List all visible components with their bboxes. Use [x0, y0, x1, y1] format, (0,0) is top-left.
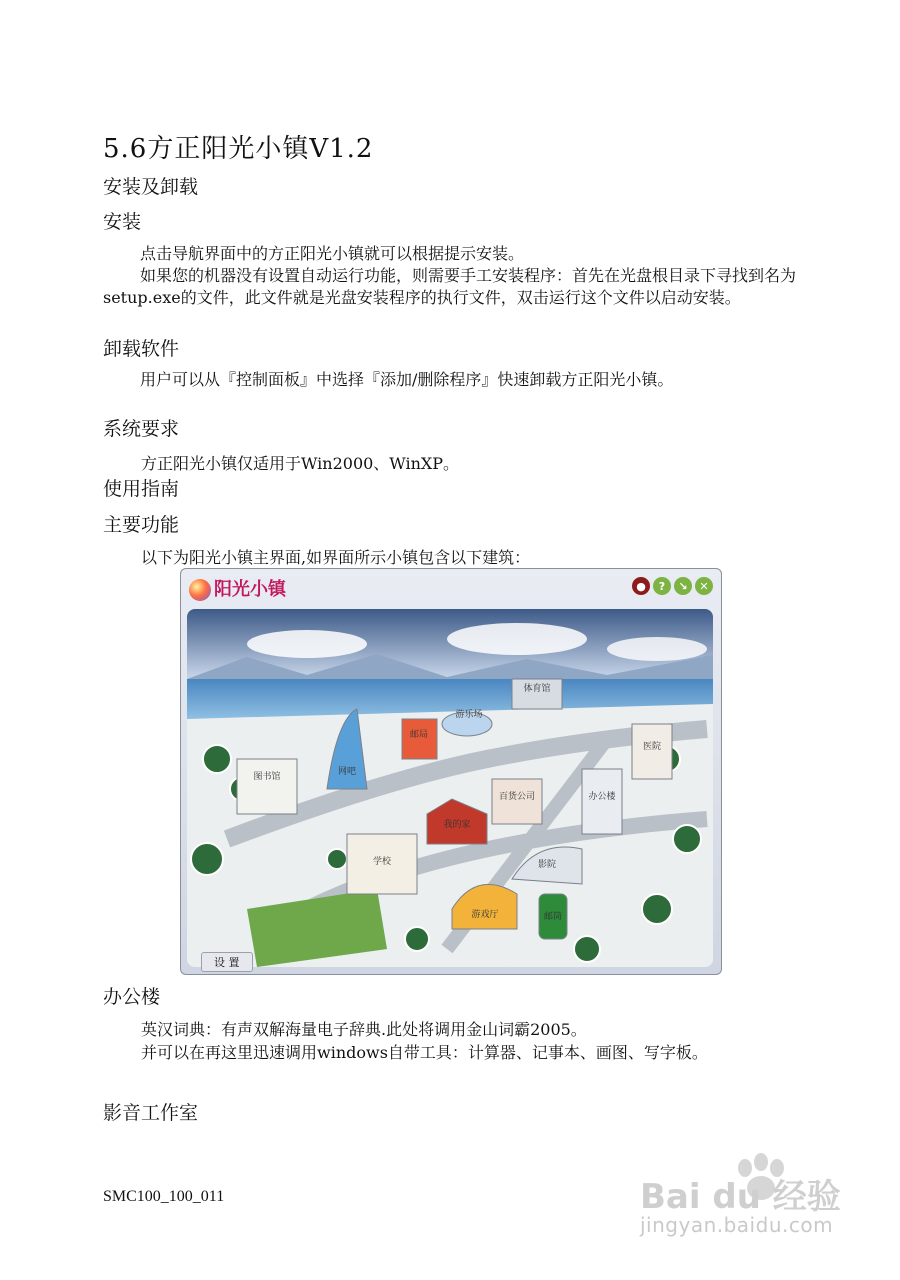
heading-uninstall: 卸载软件: [103, 338, 180, 360]
heading-install: 安装: [103, 211, 142, 233]
install-paragraph-1: 点击导航界面中的方正阳光小镇就可以根据提示安装。: [140, 244, 525, 263]
building-label: 邮筒: [543, 912, 563, 922]
building-label: 学校: [372, 857, 392, 867]
building-label: 体育馆: [523, 684, 551, 694]
uninstall-text: 用户可以从『控制面板』中选择『添加/删除程序』快速卸载方正阳光小镇。: [140, 370, 674, 389]
building-label: 我的家: [443, 820, 471, 830]
building-label: 邮局: [409, 730, 429, 740]
sun-ball-icon: [189, 579, 211, 601]
building-label: 百货公司: [498, 792, 536, 802]
watermark-url: jingyan.baidu.com: [640, 1213, 834, 1237]
window-controls: [632, 577, 713, 595]
sysreq-paragraph: 方正阳光小镇仅适用于Win2000、WinXP。: [141, 454, 460, 473]
building-label: 医院: [642, 742, 662, 752]
heading-main-functions: 主要功能: [103, 514, 180, 536]
page-title: 5.6方正阳光小镇V1.2: [103, 134, 374, 164]
library-building[interactable]: [237, 759, 297, 814]
install-paragraphs: [103, 243, 803, 309]
building-label: 网吧: [337, 767, 357, 777]
app-logo-text: 阳光小镇: [214, 579, 286, 600]
minimize-icon[interactable]: ↘: [674, 577, 692, 595]
install-paragraph-2: 如果您的机器没有设置自动运行功能，则需要手工安装程序：首先在光盘根目录下寻找到名为setup.exe的文件，此文件就是光盘安装程序的执行文件，双击运行这个文件以启动安装。: [103, 266, 797, 307]
building-label: 游戏厅: [471, 910, 499, 920]
help-icon[interactable]: ?: [653, 577, 671, 595]
app-logo: [189, 575, 286, 601]
building-label: 影院: [537, 860, 557, 870]
heading-install-uninstall: 安装及卸载: [103, 176, 199, 198]
close-icon[interactable]: ✕: [695, 577, 713, 595]
footer-code: SMC100_100_011: [103, 1188, 225, 1205]
heading-media-studio: 影音工作室: [103, 1102, 199, 1124]
record-icon[interactable]: ●: [632, 577, 650, 595]
building-label: 办公楼: [588, 792, 616, 802]
heading-system-requirements: 系统要求: [103, 418, 180, 440]
app-screenshot: [180, 568, 722, 975]
main-functions-paragraph: 以下为阳光小镇主界面,如界面所示小镇包含以下建筑：: [141, 548, 531, 567]
town-scene: [187, 609, 713, 967]
heading-user-guide: 使用指南: [103, 478, 180, 500]
building-label: 游乐场: [455, 710, 483, 720]
uninstall-paragraph: [103, 369, 803, 391]
heading-office-building: 办公楼: [103, 986, 161, 1008]
office-paragraph-2: 并可以在再这里迅速调用windows自带工具：计算器、记事本、画图、写字板。: [141, 1043, 708, 1062]
office-paragraph-1: 英汉词典：有声双解海量电子辞典.此处将调用金山词霸2005。: [141, 1020, 587, 1039]
watermark-brand: Bai du 经验: [640, 1177, 841, 1217]
settings-button[interactable]: 设 置: [201, 952, 253, 972]
building-label: 图书馆: [253, 772, 281, 782]
